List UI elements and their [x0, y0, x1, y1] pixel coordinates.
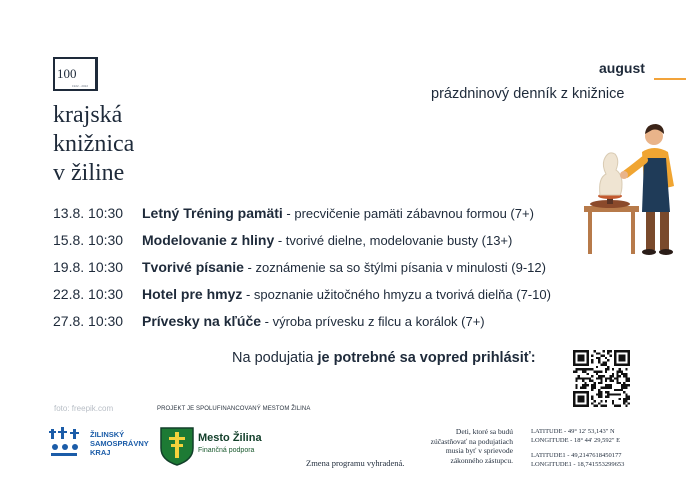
event-date: 22.8. 10:30 — [53, 286, 124, 302]
library-name — [53, 101, 134, 188]
qr-code-icon[interactable] — [573, 350, 630, 407]
coordinate-line: LATITUDE1 - 49,2147618450177 — [531, 452, 622, 459]
event-date: 19.8. 10:30 — [53, 259, 124, 275]
zsk-name-line: SAMOSPRÁVNY — [90, 439, 149, 448]
signup-bold: potrebné sa vopred prihlásiť — [333, 350, 531, 366]
coordinates-dms — [531, 427, 620, 445]
zilina-crest-icon — [159, 426, 195, 466]
month-underline — [654, 78, 686, 80]
sculptor-illustration-icon — [582, 116, 687, 256]
library-name-line: v žiline — [53, 160, 125, 186]
mesto-zilina-support: Finančná podpora — [198, 447, 255, 454]
zsk-name-line: KRAJ — [90, 448, 111, 457]
library-logo-number: 100 — [57, 66, 77, 81]
event-title: Prívesky na kľúče — [142, 313, 262, 329]
children-notice-line: musia byť v sprievode — [445, 446, 513, 455]
signup-suffix: : — [530, 350, 536, 366]
event-description: - výroba prívesku z filcu a korálok (7+) — [261, 314, 485, 329]
event-date: 15.8. 10:30 — [53, 232, 124, 248]
children-notice-line: zákonného zástupcu. — [450, 455, 513, 465]
event-date: 27.8. 10:30 — [53, 313, 124, 329]
coordinates-decimal — [531, 451, 624, 469]
children-notice — [427, 427, 513, 465]
event-description: - precvičenie pamäti zábavnou formou (7+) — [282, 206, 534, 221]
event-row — [53, 205, 534, 221]
children-notice-line: zúčastňovať na podujatiach — [430, 436, 513, 446]
event-title: Tvorivé písanie — [142, 259, 244, 275]
photo-credit: foto: freepik.com — [54, 404, 114, 413]
event-row — [53, 259, 546, 275]
zsk-name — [90, 430, 149, 457]
coordinate-line: LONGITUDE - 18° 44' 29,592" E — [531, 437, 621, 444]
mesto-zilina-name: Mesto Žilina — [198, 432, 262, 444]
event-description: - zoznámenie sa so štýlmi písania v minulosti (9-12) — [243, 260, 546, 275]
project-funding-text: PROJEKT JE SPOLUFINANCOVANÝ MESTOM ŽILINA — [157, 406, 311, 412]
event-description: - tvorivé dielne, modelovanie busty (13+) — [274, 233, 513, 248]
event-date: 13.8. 10:30 — [53, 205, 124, 221]
event-row — [53, 313, 485, 329]
children-notice-line: Deti, ktoré sa budú — [455, 427, 513, 436]
event-title: Hotel pre hmyz — [142, 286, 243, 302]
event-description: - spoznanie užitočného hmyzu a tvorivá dielňa (7-10) — [242, 287, 551, 302]
zsk-name-line: ŽILINSKÝ — [90, 430, 125, 439]
signup-mid: je — [317, 350, 334, 366]
zsk-logo-icon — [49, 425, 89, 459]
event-title: Letný Tréning pamäti — [142, 205, 283, 221]
coordinate-line: LONGITUDE1 - 18,741553299653 — [531, 461, 625, 468]
program-change-note: Zmena programu vyhradená. — [306, 458, 405, 468]
signup-notice — [232, 350, 536, 366]
event-title: Modelovanie z hliny — [142, 232, 275, 248]
library-logo-years: 1922 - 2022 — [72, 84, 89, 88]
signup-prefix: Na podujatia — [232, 350, 318, 366]
event-row — [53, 232, 512, 248]
library-name-line: knižnica — [53, 131, 135, 157]
month-heading: august — [599, 60, 645, 76]
event-row — [53, 286, 551, 302]
library-name-line: krajská — [53, 102, 123, 128]
diary-subtitle: prázdninový denník z knižnice — [431, 86, 625, 102]
coordinate-line: LATITUDE - 49° 12' 53,143" N — [531, 428, 615, 435]
